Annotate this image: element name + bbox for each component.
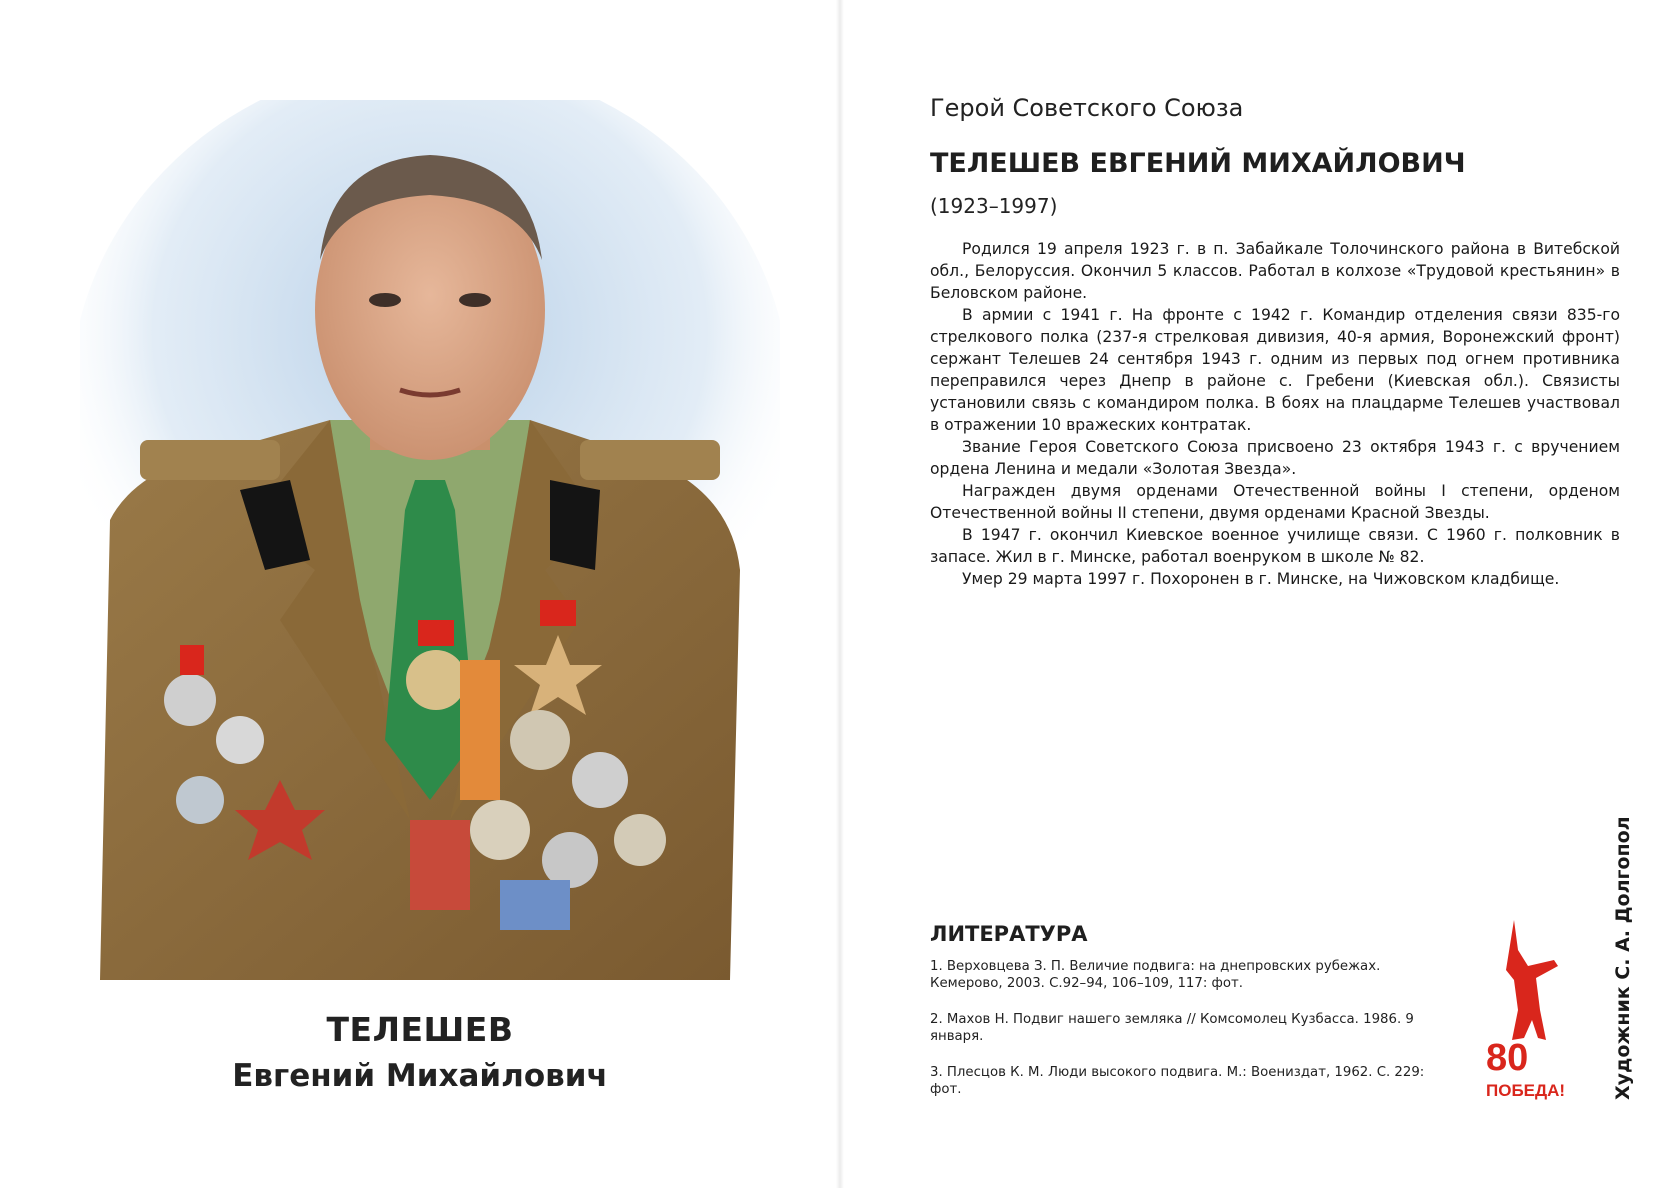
biography-text	[930, 238, 1620, 590]
biography-paragraph: В 1947 г. окончил Киевское военное училище связи. С 1960 г. полковник в запасе. Жил в г. Минске, работал военруком в школе № 82.	[930, 526, 1620, 566]
medal	[164, 674, 216, 726]
victory-80-logo	[1484, 920, 1574, 1102]
biography-paragraph: Умер 29 марта 1997 г. Похоронен в г. Минске, на Чижовском кладбище.	[962, 570, 1560, 588]
literature-heading: ЛИТЕРАТУРА	[930, 922, 1088, 946]
portrait-illustration	[80, 100, 780, 980]
biography-paragraph: Звание Героя Советского Союза присвоено 23 октября 1943 г. с вручением ордена Ленина и медали «Золотая Звезда».	[930, 438, 1620, 478]
biography-paragraph: Награжден двумя орденами Отечественной войны I степени, орденом Отечественной войны II степени, двумя орденами Красной Звезды.	[930, 482, 1620, 522]
ribbon-bar	[460, 660, 500, 800]
medal	[542, 832, 598, 888]
medal	[614, 814, 666, 866]
caption-given-names: Евгений Михайлович	[232, 1058, 608, 1094]
medal	[176, 776, 224, 824]
biography-paragraph: В армии с 1941 г. На фронте с 1942 г. Командир отделения связи 835-го стрелкового полка (237-я стрелковая дивизия, 40-я армия, Воронежский фронт) сержант Телешев 24 сентября 1943 г. одним из первых под огнем противника переправился через Днепр в районе с. Гребени (Киевская обл.). Связисты установили связь с командиром полка. В боях на плацдарме Телешев участвовал в отражении 10 вражеских контратак.	[930, 306, 1620, 434]
literature-item: 1. Верховцева З. П. Величие подвига: на днепровских рубежах. Кемерово, 2003. С.92–94, 106–109, 117: фот.	[930, 959, 1381, 991]
right-collar-tab	[550, 480, 600, 570]
hero-name-heading: ТЕЛЕШЕВ ЕВГЕНИЙ МИХАЙЛОВИЧ	[930, 148, 1466, 179]
book-spine	[836, 0, 844, 1188]
medal	[510, 710, 570, 770]
medal-ribbon	[180, 645, 204, 675]
ribbon-bar	[410, 820, 470, 910]
left-epaulette	[140, 440, 280, 480]
gold-star-ribbon	[540, 600, 576, 626]
medal	[572, 752, 628, 808]
caption-surname: ТЕЛЕШЕВ	[326, 1010, 514, 1049]
left-eye	[369, 293, 401, 307]
literature-item: 3. Плесцов К. М. Люди высокого подвига. М.: Воениздат, 1962. С. 229: фот.	[930, 1065, 1425, 1097]
series-title: Герой Советского Союза	[930, 94, 1244, 122]
literature-item: 2. Махов Н. Подвиг нашего земляка // Комсомолец Кузбасса. 1986. 9 января.	[930, 1012, 1414, 1044]
artist-credit: Художник С. А. Долгопол	[1612, 816, 1634, 1100]
right-epaulette	[580, 440, 720, 480]
medal	[216, 716, 264, 764]
ribbon-bar	[500, 880, 570, 930]
monument-silhouette	[1506, 920, 1558, 1040]
biography-paragraph: Родился 19 апреля 1923 г. в п. Забайкале Толочинского района в Витебской обл., Белоруссия. Окончил 5 классов. Работал в колхозе «Трудовой крестьянин» в Беловском районе.	[930, 240, 1620, 302]
logo-number: 80	[1486, 1037, 1529, 1079]
literature-list	[930, 958, 1450, 1117]
logo-text: ПОБЕДА!	[1486, 1081, 1566, 1100]
lenin-order	[406, 650, 466, 710]
right-page	[844, 0, 1680, 1188]
medal	[470, 800, 530, 860]
life-years: (1923–1997)	[930, 194, 1058, 218]
lenin-order-ribbon	[418, 620, 454, 646]
right-eye	[459, 293, 491, 307]
